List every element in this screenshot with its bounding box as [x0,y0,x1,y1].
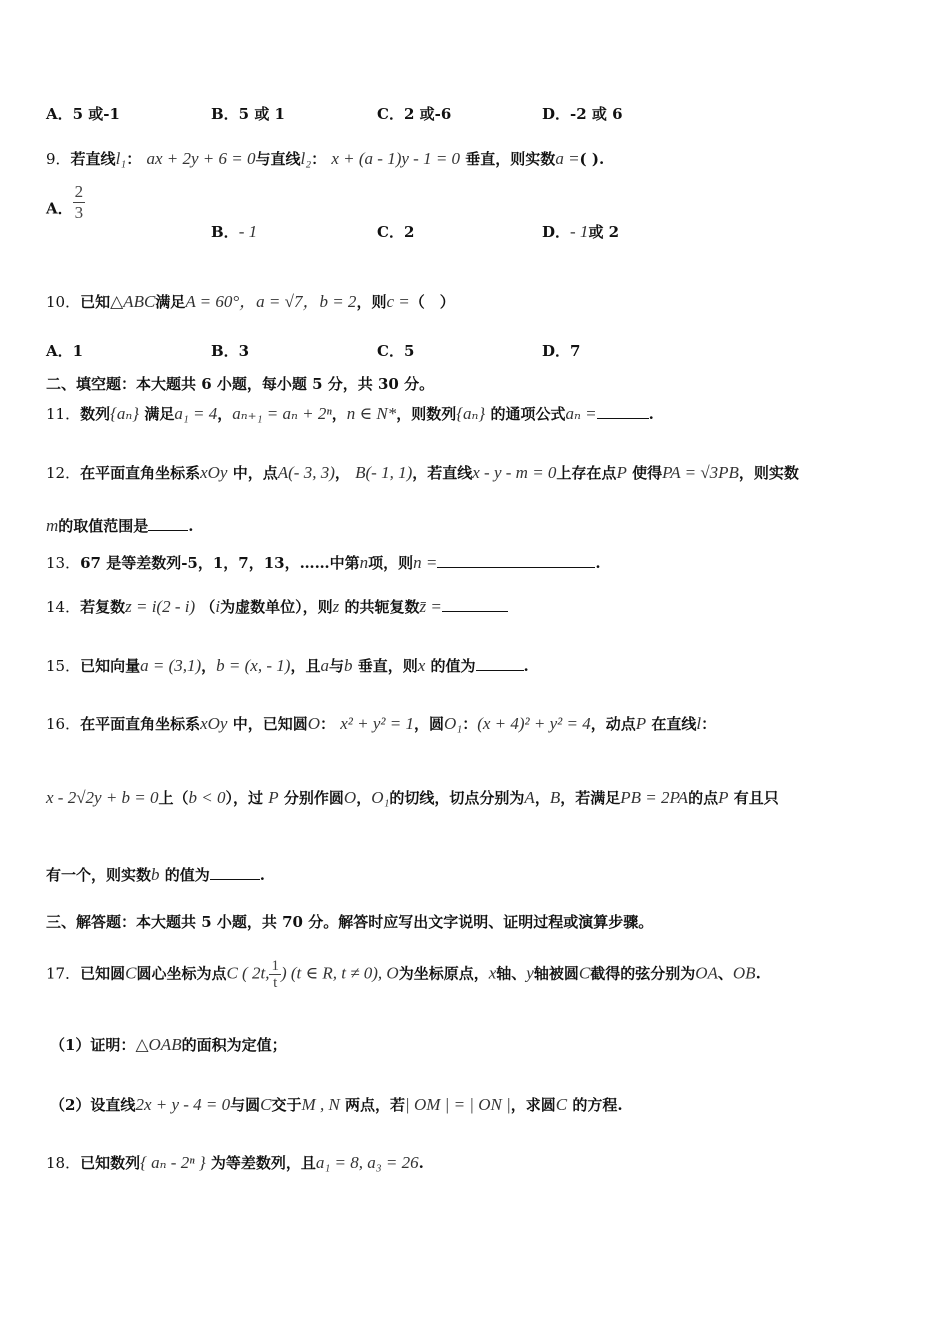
question-16: 16．在平面直角坐标系xOy 中，已知圆O： x² + y² = 1，圆O₁：(x + 4)² + y² = 4，动点P 在直线l： [46,714,717,733]
section-2-heading: 二、填空题：本大题共 6 小题，每小题 5 分，共 30 分。 [46,375,435,393]
q8-option-b: B．5 或 1 [211,105,285,123]
q10-option-d: D．7 [542,342,581,360]
question-17: 17．已知圆C圆心坐标为点C ( 2t, $\frac{1}{t}$ ) (t ∈ R, t ≠ 0), O为坐标原点，x轴、y轴被圆C截得的弦分别为OA、OB. [46,958,761,991]
question-12: 12．在平面直角坐标系xOy 中，点A(- 3, 3)， B(- 1, 1)，若直线x - y - m = 0上存在点P 使得PA = √3PB，则实数 [46,463,799,482]
section-3-heading: 三、解答题：本大题共 5 小题，共 70 分。解答时应写出文字说明、证明过程或演算步骤。 [46,913,654,931]
question-12-cont: m的取值范围是 . [46,516,194,535]
q8-option-d: D．-2 或 6 [542,105,623,123]
question-13: 13．67 是等差数列-5，1，7，13，……中第n项，则n = . [46,553,601,572]
q9-option-d: D．- 1或 2 [542,222,620,241]
q9-option-c: C．2 [377,223,415,241]
question-17-part-1: （1）证明：△OAB的面积为定值； [50,1035,287,1054]
answer-blank [210,865,260,880]
question-17-part-2: （2）设直线2x + y - 4 = 0与圆C交于M , N 两点，若| OM | = | ON |，求圆C 的方程. [50,1095,623,1114]
question-11: 11．数列{aₙ} 满足a₁ = 4，aₙ₊₁ = aₙ + 2ⁿ，n ∈ N*，则数列{aₙ} 的通项公式aₙ = . [46,404,654,423]
q8-option-c: C．2 或-6 [377,105,452,123]
question-16-cont-2: 有一个，则实数b 的值为 . [46,865,265,884]
q10-option-b: B．3 [211,342,250,360]
question-14: 14．若复数z = i(2 - i) （i为虚数单位），则z 的共轭复数z̄ = [46,596,508,617]
q9-option-b: B．- 1 [211,222,258,241]
answer-blank [597,404,649,419]
q9-option-a: A． $\frac{2}{3}$ [46,182,84,222]
answer-blank [442,597,508,612]
q10-option-c: C．5 [377,342,415,360]
answer-blank [148,516,188,531]
question-9: 9．若直线l₁： ax + 2y + 6 = 0与直线l₂： x + (a - 1)y - 1 = 0 垂直，则实数a =( ). [46,149,605,168]
answer-blank [437,553,595,568]
question-10: 10．已知△ABC满足A = 60°，a = √7，b = 2，则c =（ ） [46,292,455,311]
q10-option-a: A．1 [46,342,84,360]
q8-option-a: A．5 或-1 [46,105,120,123]
answer-blank [476,656,524,671]
question-16-cont: x - 2√2y + b = 0上（b < 0），过 P 分别作圆O，O₁的切线，切点分别为A，B，若满足PB = 2PA的点P 有且只 [46,788,779,807]
question-18: 18．已知数列{ aₙ - 2ⁿ } 为等差数列，且a₁ = 8, a₃ = 26. [46,1153,424,1172]
question-15: 15．已知向量a = (3,1)，b = (x, - 1)，且a与b 垂直，则x 的值为 . [46,656,529,675]
